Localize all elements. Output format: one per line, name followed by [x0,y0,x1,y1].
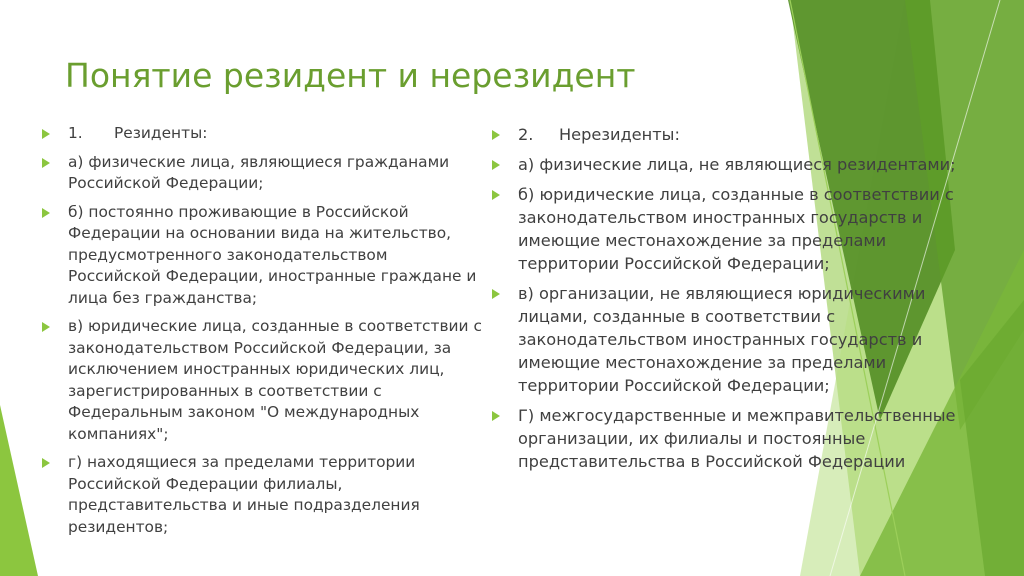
page-title: Понятие резидент и нерезидент [65,56,636,95]
list-item-text: а) физические лица, не являющиеся резидентами; [518,155,956,174]
list-item [42,202,482,310]
list-item-text: г) находящиеся за пределами территории Российской Федерации филиалы, представительства и иные подразделения резидентов; [68,453,420,536]
list-item [492,183,962,275]
list-item [42,123,482,145]
arrow-bullet-icon [492,190,500,200]
heading-number: 1. [68,124,83,142]
list-item-text: в) юридические лица, созданные в соответствии с законодательством Российской Федерации, за исключением иностранных юридических лиц, зарегистрированных в соответствии с Федеральным законом "О международных компаниях"; [68,317,482,443]
list-item [492,404,962,473]
arrow-bullet-icon [492,411,500,421]
residents-heading [68,123,207,145]
list-item [42,452,482,538]
heading-number: 2. [518,125,534,144]
list-item-text: в) организации, не являющиеся юридическими лицами, созданные в соответствии с законодательством иностранных государств и имеющие местонахождение за пределами территории Российской Федерации; [518,284,926,395]
list-item-text: Г) межгосударственные и межправительственные организации, их филиалы и постоянные представительства в Российской Федерации [518,406,956,471]
arrow-bullet-icon [42,208,50,218]
list-item [42,152,482,195]
heading-text: Нерезиденты: [559,125,680,144]
bottom-left-triangle [0,405,38,576]
list-item-text: б) юридические лица, созданные в соответствии с законодательством иностранных государств и имеющие местонахождение за пределами территории Российской Федерации; [518,185,954,273]
list-item [42,316,482,445]
list-item [492,282,962,397]
arrow-bullet-icon [492,160,500,170]
arrow-bullet-icon [492,130,500,140]
residents-column [42,123,482,545]
arrow-bullet-icon [42,129,50,139]
arrow-bullet-icon [492,289,500,299]
list-item [492,153,962,176]
list-item-text: а) физические лица, являющиеся гражданами Российской Федерации; [68,152,450,192]
arrow-bullet-icon [42,158,50,168]
nonresidents-column [492,123,962,480]
arrow-bullet-icon [42,322,50,332]
list-item-text: б) постоянно проживающие в Российской Федерации на основании вида на жительство, предусмотренного законодательством Российской Федерации, иностранные граждане и лица без гражданства; [68,202,477,307]
arrow-bullet-icon [42,458,50,468]
heading-text: Резиденты: [114,124,208,142]
nonresidents-heading [518,123,680,146]
list-item [492,123,962,146]
